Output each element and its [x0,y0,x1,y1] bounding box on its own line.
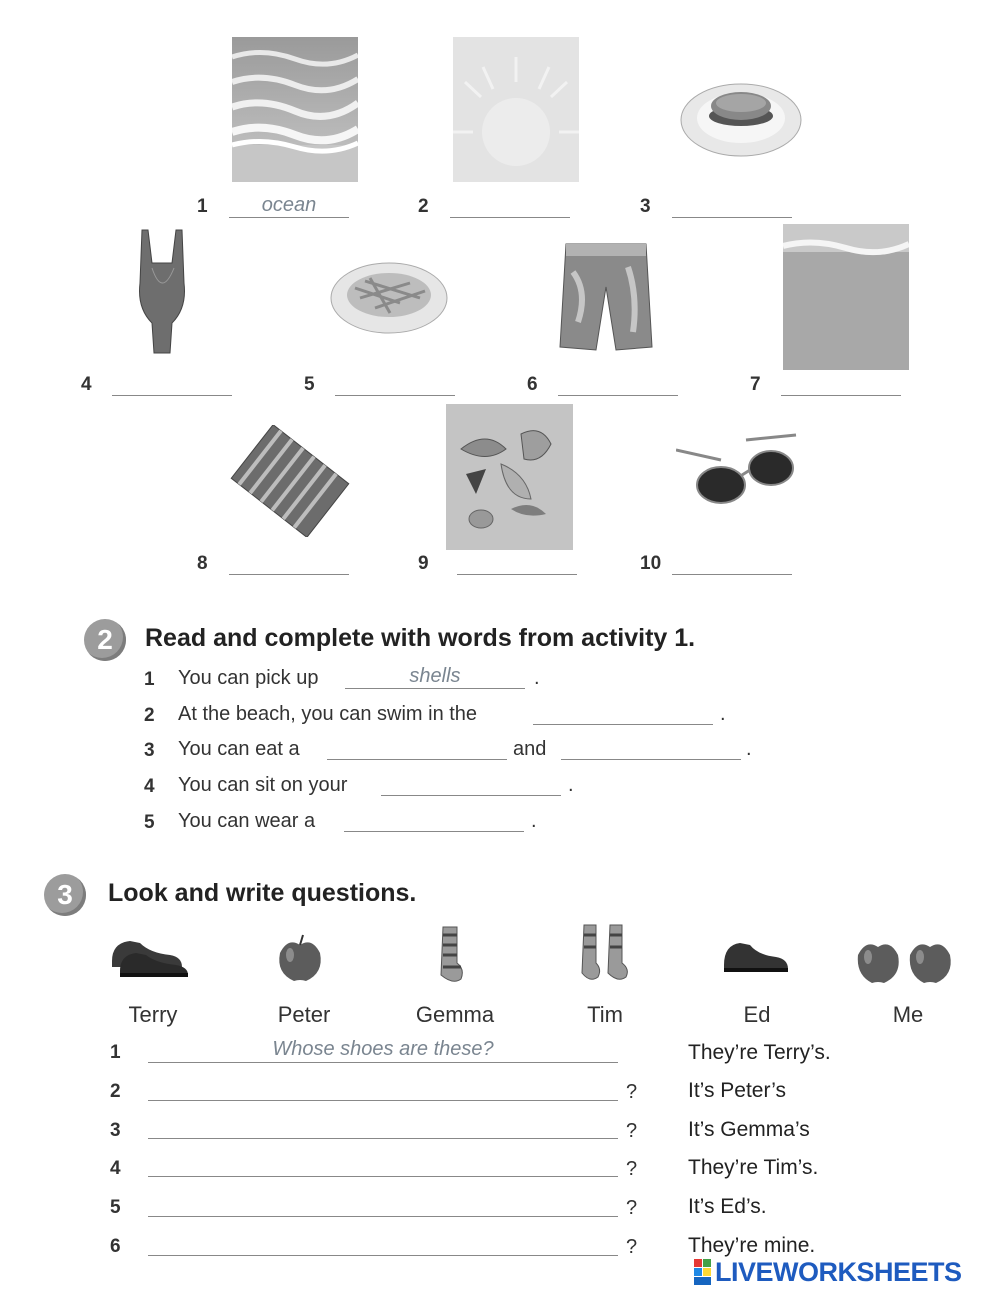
ocean-waves-icon [232,37,358,182]
towel-icon [228,425,352,537]
person-name-tim: Tim [587,1002,623,1027]
person-name-me: Me [892,1002,924,1027]
shoe-icon [722,935,790,975]
activity-3-number-badge: 3 [44,874,86,916]
shoes-icon [110,933,190,978]
sentence-1-end: . [534,667,540,689]
reply-6: They’re mine. [688,1234,816,1257]
activity-2-title: Read and complete with words from activity 1. [145,624,696,652]
sentence-4-number: 4 [144,776,155,797]
item-1-number: 1 [197,196,208,217]
question-6-answer-field[interactable] [148,1229,618,1256]
reply-4: They’re Tim’s. [688,1156,819,1179]
sentence-4-answer-field[interactable] [381,771,561,796]
liveworksheets-logo-text: LIVEWORKSHEETS [715,1256,962,1287]
activity-2-number-badge: 2 [84,619,126,661]
burger-plate-icon [680,70,802,158]
activity-3-title: Look and write questions. [108,879,417,907]
sentence-2-answer-field[interactable] [533,700,713,725]
question-1-number: 1 [110,1042,121,1063]
question-4-answer-field[interactable] [148,1150,618,1177]
question-3-answer-field[interactable] [148,1112,618,1139]
sock-icon [435,925,469,985]
reply-1: They’re Terry’s. [688,1041,831,1064]
question-5-number: 5 [110,1197,121,1218]
item-4-answer-field[interactable] [112,371,232,396]
sun-icon [453,37,579,182]
reply-3: It’s Gemma’s [688,1118,810,1141]
item-6-answer-field[interactable] [558,371,678,396]
question-4-number: 4 [110,1158,121,1179]
reply-2: It’s Peter’s [688,1079,787,1102]
person-name-gemma: Gemma [415,1002,495,1027]
sentence-5-number: 5 [144,812,155,833]
sea-icon [783,224,909,370]
sentence-2-end: . [720,703,726,725]
question-2-answer-field[interactable] [148,1074,618,1101]
sentence-1-number: 1 [144,669,155,690]
person-name-peter: Peter [277,1002,331,1027]
item-1-answer-field[interactable] [229,193,349,218]
item-2-answer-field[interactable] [450,193,570,218]
item-7-number: 7 [750,374,761,395]
item-5-number: 5 [304,374,315,395]
sentence-3-answer-field-a[interactable] [327,735,507,760]
sentence-3-end: . [746,738,752,760]
shells-icon [446,404,573,550]
socks-pair-icon [580,923,632,985]
question-6-number: 6 [110,1236,121,1257]
question-4-mark: ? [626,1158,638,1180]
sentence-2-number: 2 [144,705,155,726]
sentence-4-text: You can sit on your [178,774,348,796]
item-8-answer-field[interactable] [229,550,349,575]
item-5-answer-field[interactable] [335,371,455,396]
item-4-number: 4 [81,374,92,395]
item-3-answer-field[interactable] [672,193,792,218]
liveworksheets-logo-icon [694,1259,712,1285]
sentence-3-number: 3 [144,740,155,761]
question-6-mark: ? [626,1236,638,1258]
question-2-mark: ? [626,1081,638,1103]
sentence-5-text: You can wear a [178,810,316,832]
sentence-5-answer-field[interactable] [344,807,524,832]
item-6-number: 6 [527,374,538,395]
swim-shorts-icon [558,242,654,352]
liveworksheets-logo [694,1257,962,1287]
sentence-5-end: . [531,810,537,832]
item-9-number: 9 [418,553,429,574]
sunglasses-icon [676,430,798,515]
item-7-answer-field[interactable] [781,371,901,396]
item-10-answer-field[interactable] [672,550,792,575]
sentence-3-and: and [513,738,547,760]
sentence-4-end: . [568,774,574,796]
apple-icon [276,933,324,983]
question-1-answer-field[interactable] [148,1036,618,1063]
sentence-1-answer-field[interactable] [345,664,525,689]
item-10-number: 10 [640,553,662,574]
question-3-mark: ? [626,1120,638,1142]
fries-plate-icon [330,253,448,335]
item-2-number: 2 [418,196,429,217]
question-5-answer-field[interactable] [148,1190,618,1217]
person-name-ed: Ed [743,1002,771,1027]
item-3-number: 3 [640,196,651,217]
item-9-answer-field[interactable] [457,550,577,575]
item-8-number: 8 [197,553,208,574]
sentence-2-text: At the beach, you can swim in the [178,703,478,725]
swimsuit-icon [132,228,192,358]
question-3-number: 3 [110,1120,121,1141]
sentence-3-answer-field-b[interactable] [561,735,741,760]
apples-icon [856,935,954,985]
sentence-3-text: You can eat a [178,738,300,760]
reply-5: It’s Ed’s. [688,1195,767,1218]
question-2-number: 2 [110,1081,121,1102]
sentence-1-text: You can pick up [178,667,319,689]
person-name-terry: Terry [128,1002,178,1027]
question-5-mark: ? [626,1197,638,1219]
